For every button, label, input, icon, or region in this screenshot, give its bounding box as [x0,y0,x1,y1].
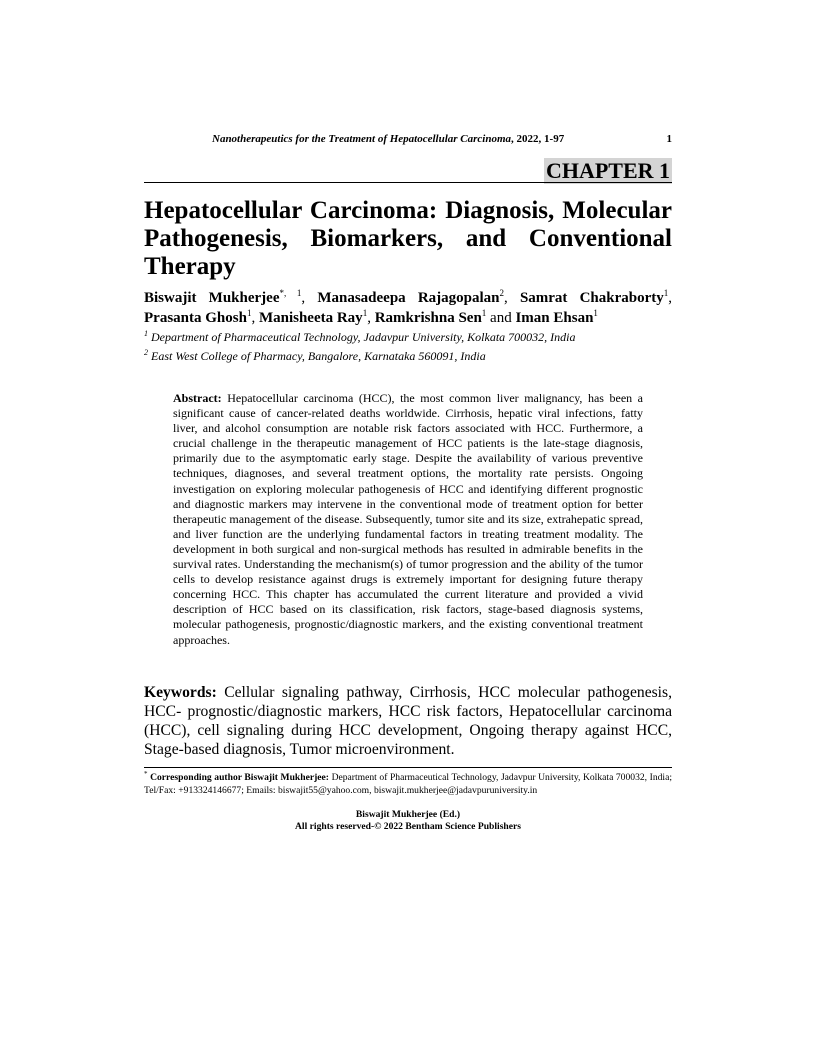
abstract [173,391,643,648]
page-number: 1 [666,133,672,145]
affiliation-2 [144,349,672,364]
author-separator: , [504,290,520,306]
abstract-text: Hepatocellular carcinoma (HCC), the most common liver malignancy, has been a significant cause of cancer-related deaths worldwide. Cirrhosis, hepatic viral infections, fatty liver, and alcohol consumption are notable risk factors associated with HCC. Furthermore, a crucial challenge in the therapeutic management of HCC patients is the late-stage diagnosis, primarily due to the asymptomatic early stage. Despite the availability of various preventive techniques, diagnoses, and several treatment options, the mortality rate persists. Ongoing investigation on exploring molecular pathogenesis of HCC and identifying different prognostic and diagnostic markers may intervene in the conventional mode of treatment option for better therapeutic management of the disease. Subsequently, tumor site and its size, extrahepatic spread, and liver function are the underlying fundamental factors in treating treatment modality. The development in both surgical and non-surgical methods has resulted in admirable benefits in the survival rates. Understanding the mechanism(s) of tumor progression and the ability of the tumor cells to develop resistance against drugs is extremely important for designing future therapy concerning HCC. This chapter has accumulated the current literature and provided a vivid description of HCC based on its classification, risk factors, stage-based diagnosis systems, molecular pathogenesis, prognostic/diagnostic markers, and the existing conventional treatment approaches. [173,391,644,647]
affiliation-1-marker: 1 [144,329,148,338]
chapter-title: Hepatocellular Carcinoma: Diagnosis, Molecular Pathogenesis, Biomarkers, and Conventional Therapy [144,197,672,280]
author-separator: , [668,290,673,306]
editor-line: Biswajit Mukherjee (Ed.) [355,809,461,820]
author-name: Manasadeepa Rajagopalan [317,290,500,306]
footnote-text: Department of Pharmaceutical Technology, Jadavpur University, Kolkata 700032, India; Tel/Fax: +913324146677; Emails: biswajit55@yahoo.com, biswajit.mukherjee@jadavpuruniversity.in [144,772,672,796]
author-affiliation-marker: 1 [362,308,368,318]
chapter-label: CHAPTER 1 [545,158,670,183]
corresponding-author-footnote [144,771,672,797]
author-separator: , [251,310,259,326]
running-head-citation: , 2022, 1-97 [511,133,565,145]
author-affiliation-marker: 1 [481,308,487,318]
keywords [144,683,672,759]
affiliation-2-marker: 2 [144,348,148,357]
footnote-marker: * [144,769,148,778]
footnote-label: Corresponding author Biswajit Mukherjee: [150,772,329,783]
author-separator: , [367,310,375,326]
author-name: Ramkrishna Sen [374,310,482,326]
author-name: Biswajit Mukherjee [144,290,280,306]
author-affiliation-marker: 1 [246,308,252,318]
keywords-text: Cellular signaling pathway, Cirrhosis, HCC molecular pathogenesis, HCC- prognostic/diagnostic markers, HCC risk factors, Hepatocellular carcinoma (HCC), cell signaling during HCC development, Ongoing therapy against HCC, Stage-based diagnosis, Tumor microenvironment. [144,684,672,758]
affiliation-1 [144,330,672,345]
abstract-label: Abstract: [173,391,222,405]
author-name: Prasanta Ghosh [144,310,247,326]
footnote-rule [144,767,672,768]
author-separator: , [301,290,318,306]
author-separator: and [486,310,516,326]
running-head [144,133,672,149]
author-affiliation-marker: 1 [593,308,598,318]
author-name: Iman Ehsan [515,310,594,326]
author-name: Samrat Chakraborty [519,290,664,306]
author-affiliation-marker: 1 [663,288,669,298]
running-head-title: Nanotherapeutics for the Treatment of Hepatocellular Carcinoma, 2022, 1-97 [212,133,565,145]
rights-line: All rights reserved-© 2022 Bentham Science Publishers [294,821,522,832]
affiliation-2-text: East West College of Pharmacy, Bangalore, Karnataka 560091, India [151,349,486,363]
author-name: Manisheeta Ray [258,310,363,326]
chapter-rule [144,182,672,183]
author-list [144,288,672,328]
affiliation-1-text: Department of Pharmaceutical Technology, Jadavpur University, Kolkata 700032, India [151,330,576,344]
author-affiliation-marker: *, 1 [279,288,302,298]
author-affiliation-marker: 2 [499,288,505,298]
keywords-label: Keywords: [144,684,217,701]
